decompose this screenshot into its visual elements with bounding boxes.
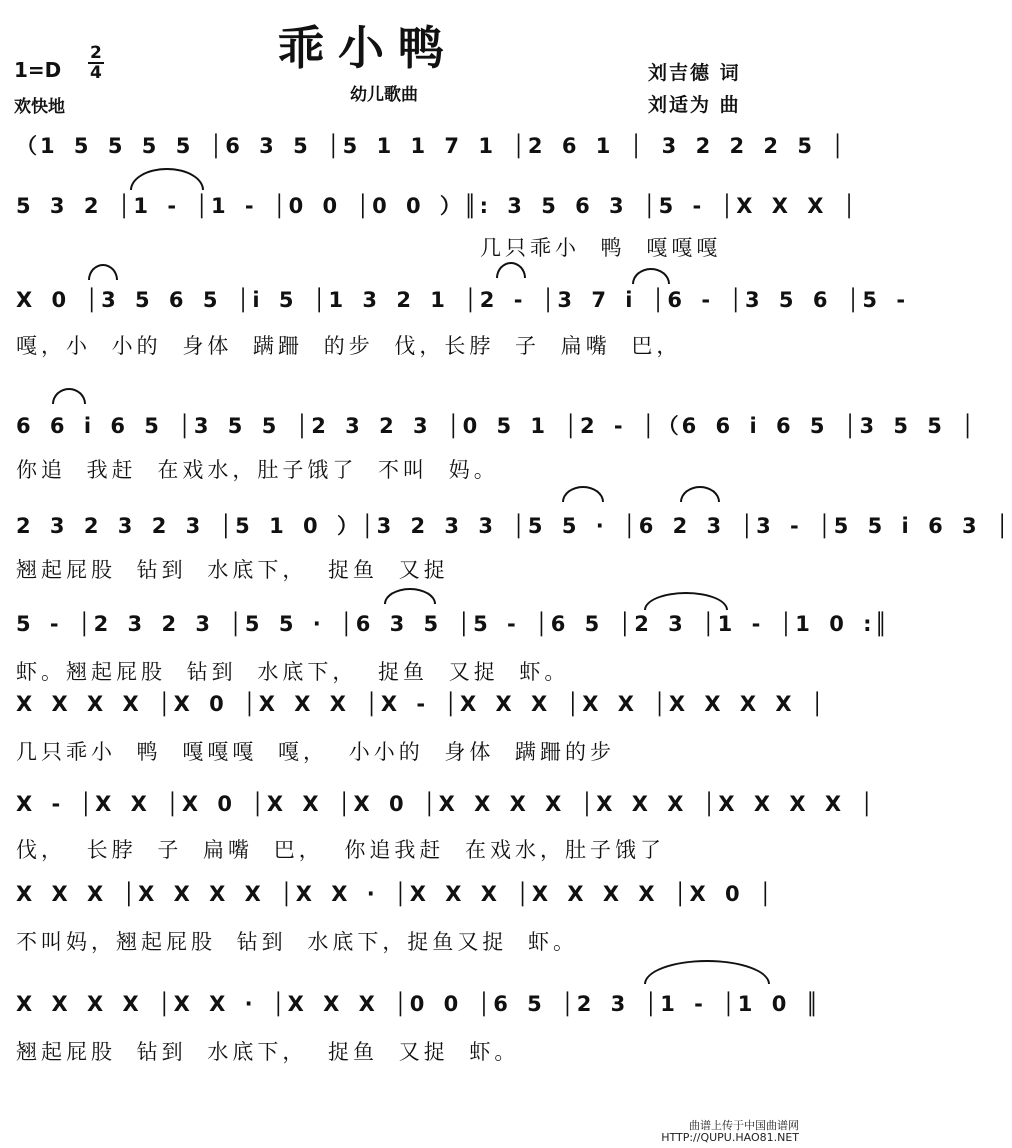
score-row-notes: （1 5 5 5 5 │6 3 5 │5 1 1 7 1 │2 6 1 │ 3 2 2 2 5 │ <box>16 134 847 158</box>
score-row-notes: X - │X X │X 0 │X X │X 0 │X X X X │X X X │X X X X │ <box>16 792 877 816</box>
tie-slur <box>644 960 770 984</box>
score-row-notes: X 0 │3 5 6 5 │i 5 │1 3 2 1 │2 - │3 7 i │6 - │3 5 6 │5 - <box>16 288 909 312</box>
tie-slur <box>632 268 670 284</box>
key-signature: 1=D <box>14 58 62 82</box>
watermark <box>661 1120 799 1144</box>
tie-slur <box>680 486 720 502</box>
tie-slur <box>562 486 604 502</box>
score-row-lyrics: 几只乖小 鸭 嘎嘎嘎 嘎， 小小的 身体 蹒跚的步 <box>16 740 616 764</box>
score-row-lyrics: 翘起屁股 钻到 水底下， 捉鱼 又捉 <box>16 558 449 582</box>
tie-slur <box>88 264 118 280</box>
tie-slur <box>130 168 204 190</box>
time-sig-bottom: 4 <box>90 63 102 83</box>
score-row-notes: 2 3 2 3 2 3 │5 1 0 ）│3 2 3 3 │5 5 · │6 2 3 │3 - │5 5 i 6 3 │ <box>16 514 1012 538</box>
score-row-notes: 5 - │2 3 2 3 │5 5 · │6 3 5 │5 - │6 5 │2 3 │1 - │1 0 :║ <box>16 612 891 636</box>
score-row-notes: X X X │X X X X │X X · │X X X │X X X X │X 0 │ <box>16 882 775 906</box>
score-row-lyrics: 虾。翘起屁股 钻到 水底下， 捉鱼 又捉 虾。 <box>16 660 570 684</box>
score-row-lyrics: 伐， 长脖 子 扁嘴 巴， 你追我赶 在戏水，肚子饿了 <box>16 838 666 862</box>
score-row-notes: 6 6 i 6 5 │3 5 5 │2 3 2 3 │0 5 1 │2 - │（6 6 i 6 5 │3 5 5 │ <box>16 414 977 438</box>
composer-credit: 刘适为 曲 <box>648 94 741 116</box>
score-row-lyrics: 你追 我赶 在戏水，肚子饿了 不叫 妈。 <box>16 458 499 482</box>
watermark-line1: 曲谱上传于中国曲谱网 <box>689 1119 799 1132</box>
score-row-lyrics: 嘎，小 小的 身体 蹒跚 的步 伐，长脖 子 扁嘴 巴， <box>16 334 682 358</box>
score-row-lyrics: 不叫妈，翘起屁股 钻到 水底下，捉鱼又捉 虾。 <box>16 930 579 954</box>
song-title: 乖小鸭 <box>278 21 458 75</box>
tempo-marking: 欢快地 <box>14 97 65 117</box>
time-sig-top: 2 <box>90 43 102 63</box>
tie-slur <box>496 262 526 278</box>
tie-slur <box>644 592 728 610</box>
score-row-lyrics: 几只乖小 鸭 嘎嘎嘎 <box>480 236 722 260</box>
lyricist-credit: 刘吉德 词 <box>648 62 741 84</box>
watermark-line2: HTTP://QUPU.HAO81.NET <box>661 1131 799 1144</box>
genre-label: 幼儿歌曲 <box>350 85 418 105</box>
score-row-notes: X X X X │X 0 │X X X │X - │X X X │X X │X X X X │ <box>16 692 827 716</box>
score-row-notes: X X X X │X X · │X X X │0 0 │6 5 │2 3 │1 - │1 0 ║ <box>16 992 822 1016</box>
score-row-lyrics: 翘起屁股 钻到 水底下， 捉鱼 又捉 虾。 <box>16 1040 520 1064</box>
tie-slur <box>384 588 436 604</box>
time-signature <box>88 44 104 82</box>
tie-slur <box>52 388 86 404</box>
score-row-notes: 5 3 2 │1 - │1 - │0 0 │0 0 ）║: 3 5 6 3 │5 - │X X X │ <box>16 194 859 218</box>
